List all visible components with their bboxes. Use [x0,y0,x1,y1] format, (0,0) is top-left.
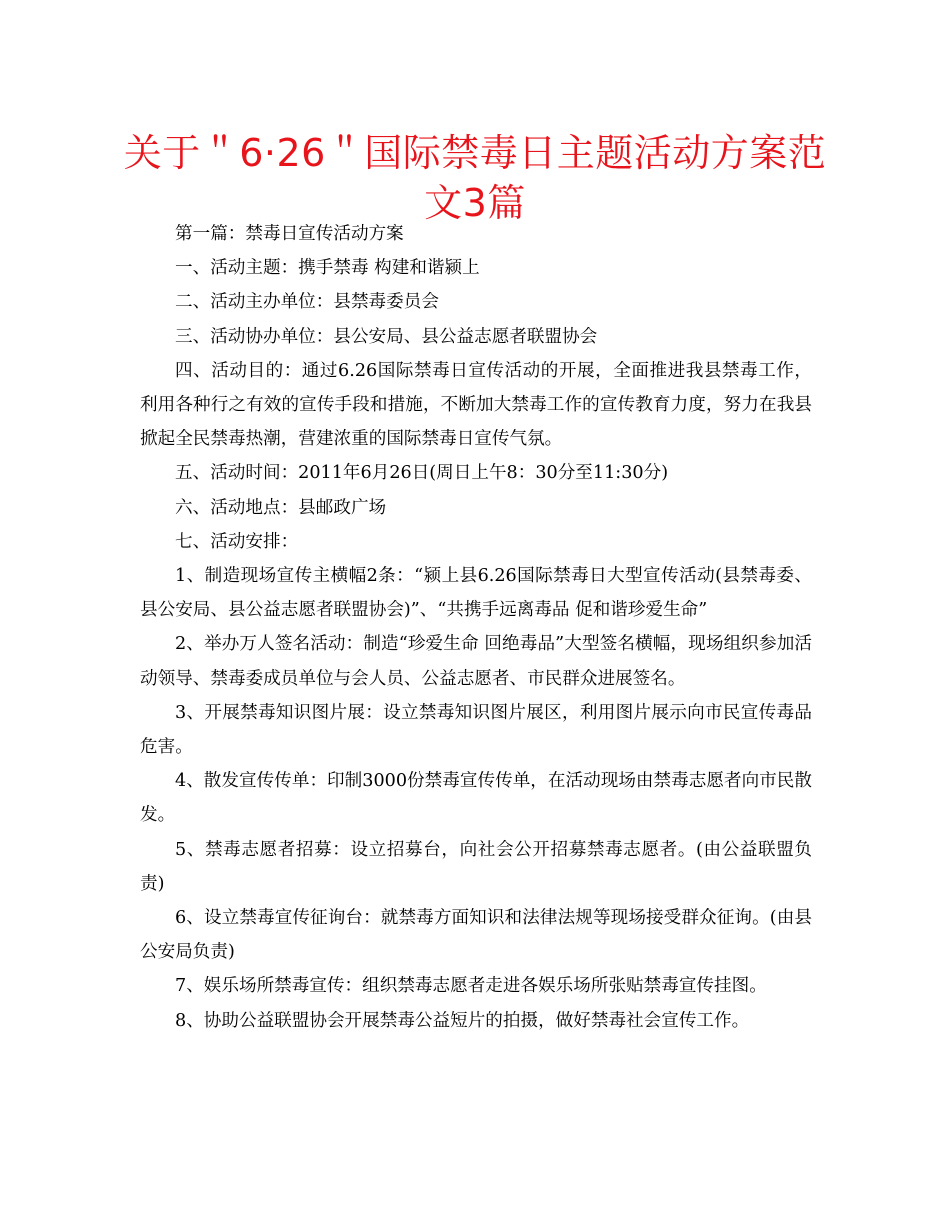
paragraph-location: 六、活动地点：县邮政广场 [175,497,387,518]
paragraph-co-organizer: 三、活动协办单位：县公安局、县公益志愿者联盟协会 [175,326,598,347]
arrangement-item: 8、协助公益联盟协会开展禁毒公益短片的拍摄，做好禁毒社会宣传工作。 [175,1010,750,1031]
paragraph-arrangement: 七、活动安排： [175,531,299,552]
paragraph-time: 五、活动时间：2011年6月26日(周日上午8：30分至11:30分) [175,463,669,484]
document-title: 关于＂6·26＂国际禁毒日主题活动方案范文3篇 [123,131,827,225]
paragraph-theme: 一、活动主题：携手禁毒 构建和谐颍上 [175,258,480,279]
arrangement-item: 5、禁毒志愿者招募：设立招募台，向社会公开招募禁毒志愿者。(由公益联盟负责) [140,839,812,894]
paragraph-organizer: 二、活动主办单位：县禁毒委员会 [175,292,439,313]
section-heading: 第一篇：禁毒日宣传活动方案 [175,224,404,244]
arrangement-item: 3、开展禁毒知识图片展：设立禁毒知识图片展区，利用图片展示向市民宣传毒品危害。 [140,702,812,758]
paragraph-purpose: 四、活动目的：通过6.26国际禁毒日宣传活动的开展，全面推进我县禁毒工作，利用各种行之有效的宣传手段和措施，不断加大禁毒工作的宣传教育力度，努力在我县掀起全民禁毒热潮，营建浓重的国际禁毒日宣传气氛。 [140,360,812,450]
document-body [140,217,812,1038]
arrangement-item: 4、散发宣传传单：印制3000份禁毒宣传传单，在活动现场由禁毒志愿者向市民散发。 [140,771,812,826]
arrangement-item: 7、娱乐场所禁毒宣传：组织禁毒志愿者走进各娱乐场所张贴禁毒宣传挂图。 [175,976,767,997]
arrangement-item: 6、设立禁毒宣传征询台：就禁毒方面知识和法律法规等现场接受群众征询。(由县公安局负责) [140,908,812,963]
arrangement-item: 1、制造现场宣传主横幅2条：“颍上县6.26国际禁毒日大型宣传活动(县禁毒委、县公安局、县公益志愿者联盟协会)”、“共携手远离毒品 促和谐珍爱生命” [140,566,812,621]
arrangement-item: 2、举办万人签名活动：制造“珍爱生命 回绝毒品”大型签名横幅，现场组织参加活动领导、禁毒委成员单位与会人员、公益志愿者、市民群众进展签名。 [140,634,812,689]
